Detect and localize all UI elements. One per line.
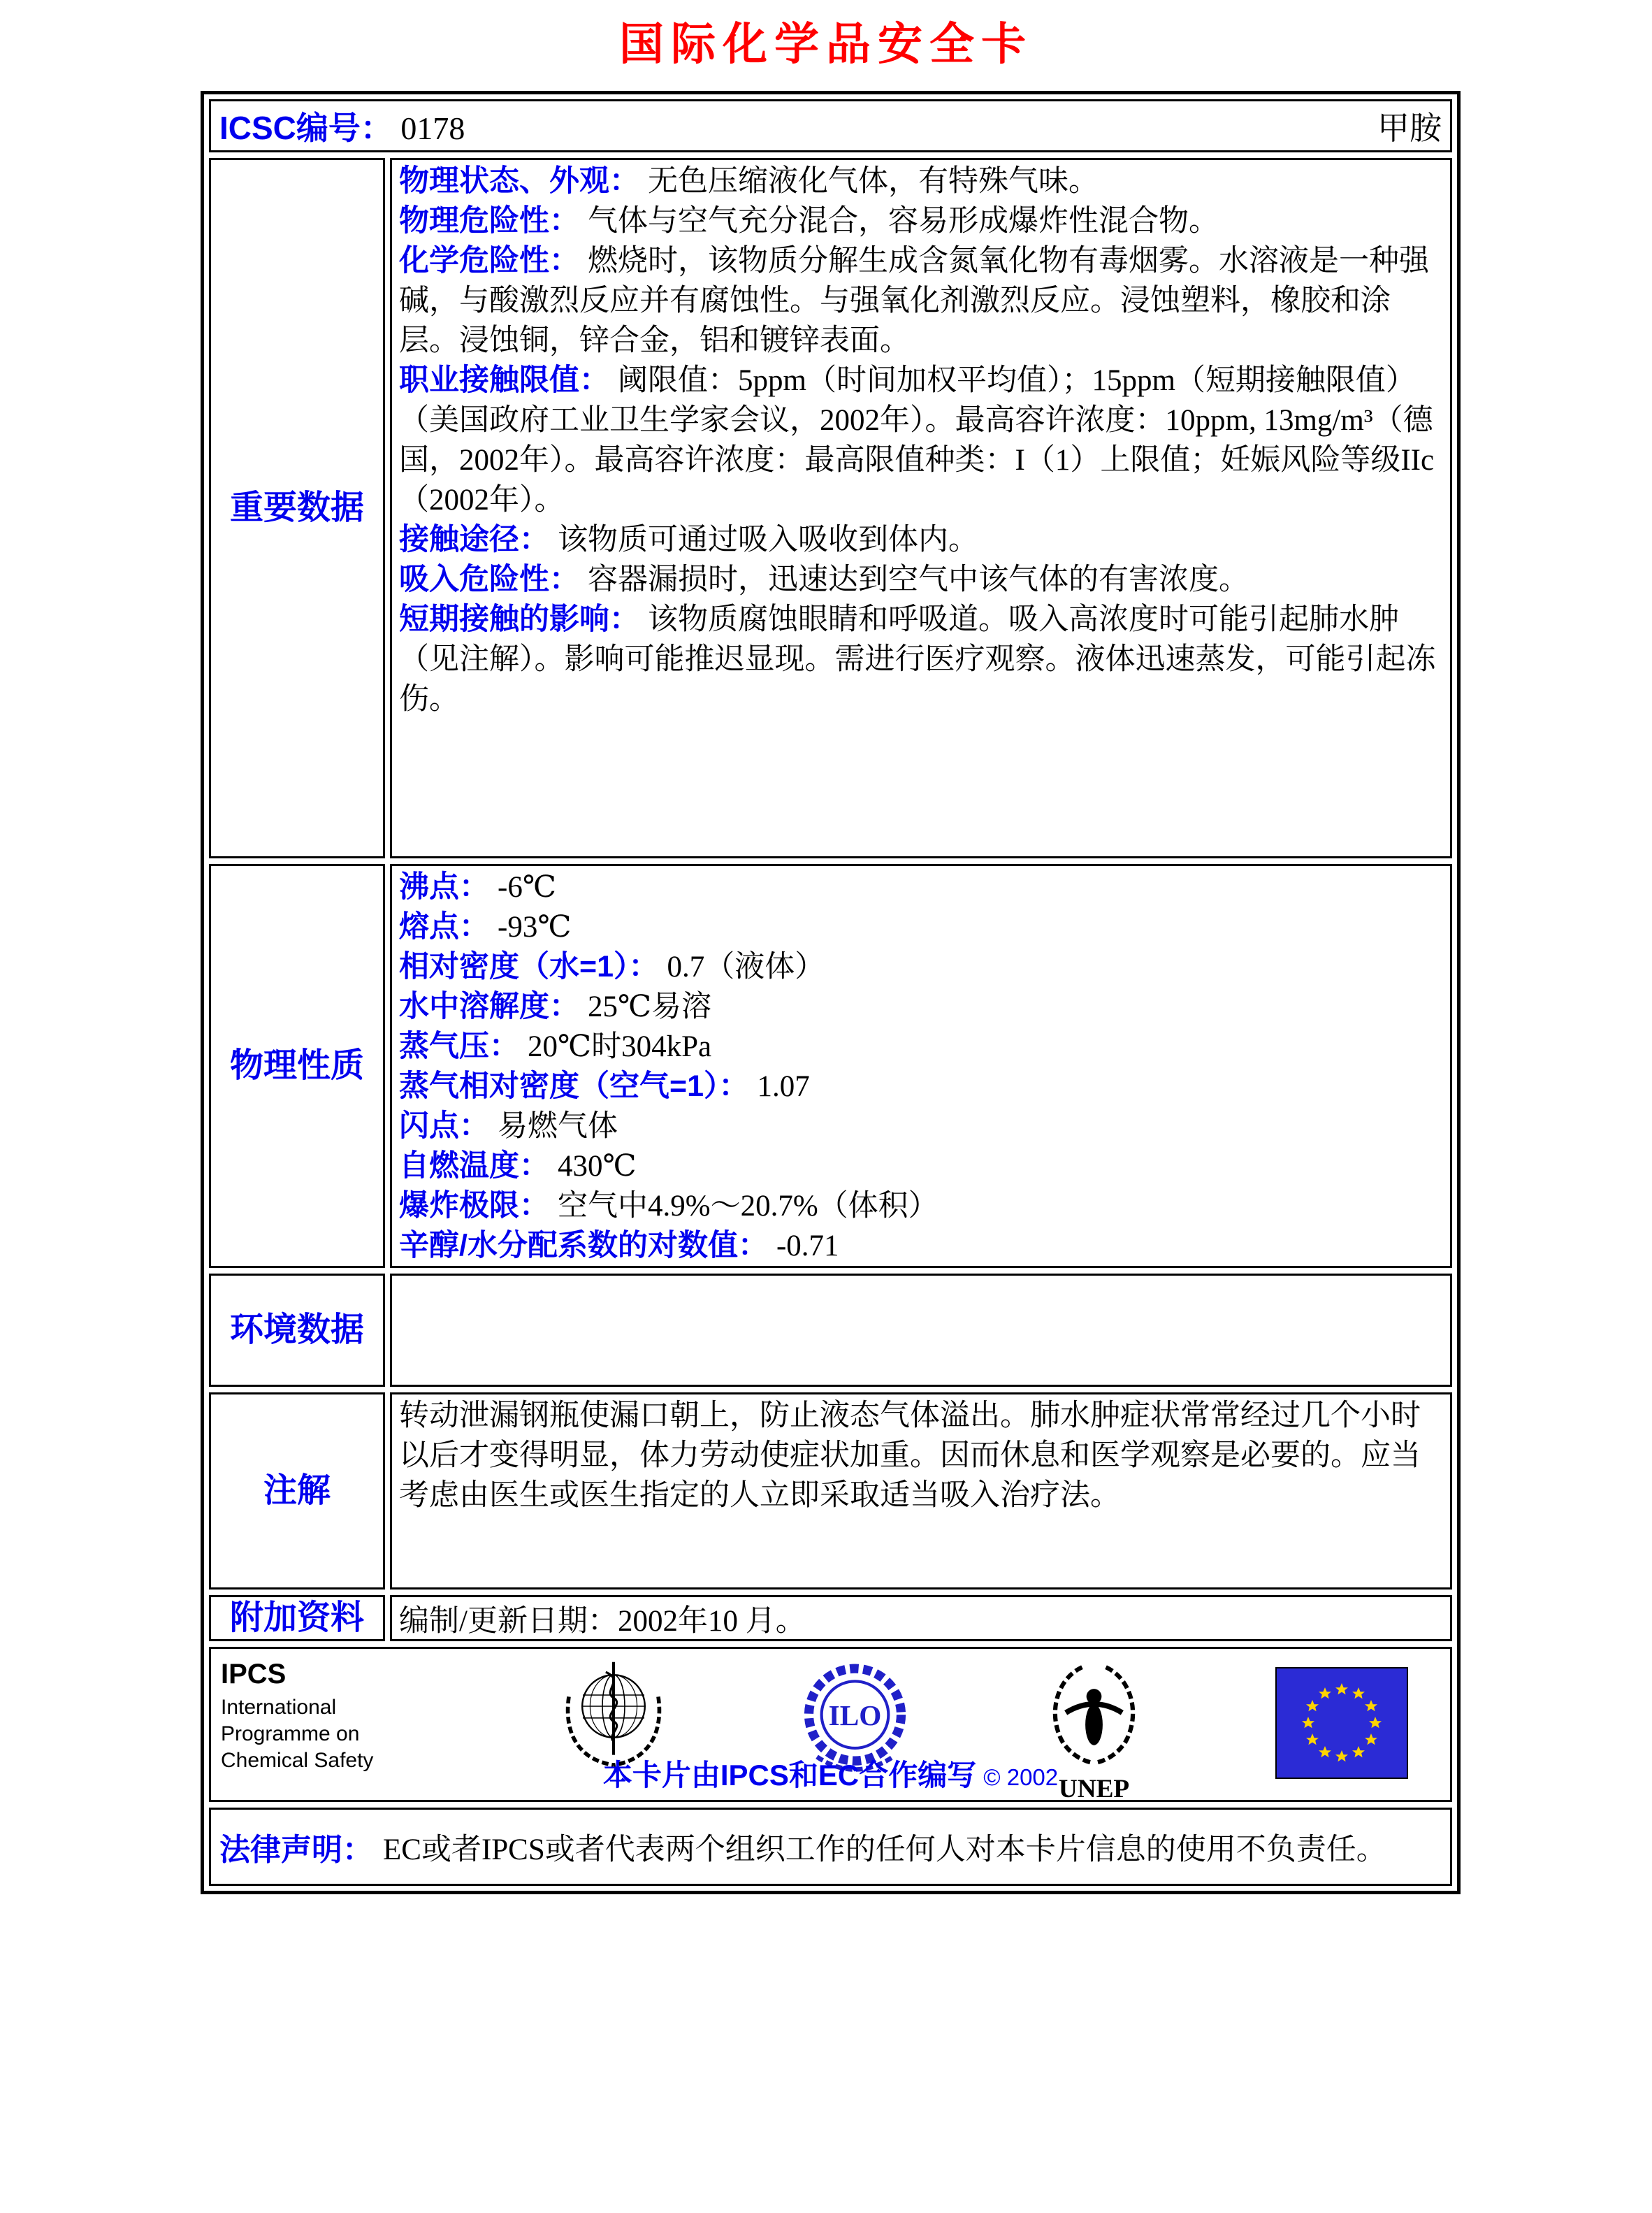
physical-item-water-solubility: 水中溶解度： 25℃易溶 <box>399 990 712 1023</box>
physical-item-boiling-point: 沸点： -6℃ <box>399 870 556 904</box>
additional-info-label-box <box>209 1595 385 1641</box>
icsc-card <box>201 91 1461 1894</box>
important-item-occupational-limits: 职业接触限值： 阈限值：5ppm（时间加权平均值）；15ppm（短期接触限值）（美国政府工业卫生学家会议，2002年）。最高容许浓度：10ppm, 13mg/m³（德国，2002年）。最高容许浓度：最高限值种类：I（1）上限值；妊娠风险等级IIc（2002年）。 <box>399 363 1435 517</box>
row-legal-notice <box>209 1808 1452 1886</box>
important-item-exposure-routes: 接触途径： 该物质可通过吸入吸收到体内。 <box>399 523 978 556</box>
row-physical-properties <box>209 864 1452 1268</box>
physical-item-octanol-water: 辛醇/水分配系数的对数值： -0.71 <box>399 1229 839 1262</box>
notes-text: 转动泄漏钢瓶使漏口朝上，防止液态气体溢出。肺水肿症状常常经过几个小时以后才变得明显，体力劳动使症状加重。因而休息和医学观察是必要的。应当考虑由医生或医生指定的人立即采取适当吸入治疗法。 <box>399 1399 1421 1512</box>
additional-info-title: 附加资料 <box>229 1599 364 1637</box>
ipcs-title: IPCS <box>221 1659 287 1689</box>
physical-item-autoignition-temp: 自燃温度： 430℃ <box>399 1149 637 1183</box>
footer-caption-text: 本卡片由IPCS和EC合作编写 <box>602 1759 977 1792</box>
important-item-chemical-danger: 化学危险性： 燃烧时，该物质分解生成含氮氧化物有毒烟雾。水溶液是一种强碱，与酸激烈反应并有腐蚀性。与强氧化剂激烈反应。浸蚀塑料，橡胶和涂层。浸蚀铜，锌合金，铝和镀锌表面。 <box>399 244 1429 357</box>
header-box <box>209 99 1452 152</box>
legal-notice-label: 法律声明： <box>219 1833 373 1867</box>
physical-item-flash-point: 闪点： 易燃气体 <box>399 1109 618 1143</box>
footer-copyright: © 2002 <box>983 1764 1059 1790</box>
important-data-label-box <box>209 158 385 858</box>
row-additional-info <box>209 1595 1452 1641</box>
footer-caption <box>211 1752 1450 1794</box>
chemical-name: 甲胺 <box>1377 110 1442 146</box>
row-header <box>209 99 1452 152</box>
row-environmental-data <box>209 1274 1452 1387</box>
notes-label-box <box>209 1392 385 1590</box>
notes-content <box>390 1392 1452 1590</box>
page-title: 国际化学品安全卡 <box>619 19 1033 69</box>
physical-item-relative-density: 相对密度（水=1）： 0.7（液体） <box>399 950 825 983</box>
legal-notice-box <box>209 1808 1452 1886</box>
icsc-number-group <box>219 103 465 149</box>
physical-properties-title: 物理性质 <box>229 1047 364 1085</box>
physical-properties-content <box>390 864 1452 1268</box>
unep-logo-text: UNEP <box>1058 1775 1129 1804</box>
important-item-physical-state: 物理状态、外观： 无色压缩液化气体，有特殊气味。 <box>399 164 1099 198</box>
legal-notice-text: EC或者IPCS或者代表两个组织工作的任何人对本卡片信息的使用不负责任。 <box>383 1833 1386 1866</box>
ipcs-text-block: IPCS International Programme on Chemical Safety <box>221 1659 430 1774</box>
ilo-logo-text: ILO <box>828 1699 881 1731</box>
icsc-number-label: ICSC编号： <box>219 110 393 146</box>
physical-item-melting-point: 熔点： -93℃ <box>399 910 572 944</box>
row-logos <box>209 1647 1452 1802</box>
additional-info-text: 编制/更新日期：2002年10 月。 <box>399 1604 806 1638</box>
important-item-inhalation-risk: 吸入危险性： 容器漏损时，迅速达到空气中该气体的有害浓度。 <box>399 563 1249 596</box>
physical-item-vapor-pressure: 蒸气压： 20℃时304kPa <box>399 1030 712 1063</box>
important-item-short-term-effects: 短期接触的影响： 该物质腐蚀眼睛和呼吸道。吸入高浓度时可能引起肺水肿（见注解）。影响可能推迟显现。需进行医疗观察。液体迅速蒸发，可能引起冻伤。 <box>399 603 1436 716</box>
important-item-physical-danger: 物理危险性： 气体与空气充分混合，容易形成爆炸性混合物。 <box>399 204 1219 238</box>
logos-box <box>209 1647 1452 1802</box>
environmental-data-label-box <box>209 1274 385 1387</box>
physical-properties-label-box <box>209 864 385 1268</box>
environmental-data-content <box>390 1274 1452 1387</box>
row-notes <box>209 1392 1452 1590</box>
important-data-content <box>390 158 1452 858</box>
icsc-number-value: 0178 <box>400 110 465 146</box>
additional-info-content <box>390 1595 1452 1641</box>
physical-item-explosive-limits: 爆炸极限： 空气中4.9%～20.7%（体积） <box>399 1189 939 1223</box>
row-important-data <box>209 158 1452 858</box>
environmental-data-title: 环境数据 <box>229 1311 364 1349</box>
important-data-title: 重要数据 <box>229 489 364 527</box>
physical-item-vapor-density: 蒸气相对密度（空气=1）： 1.07 <box>399 1069 810 1103</box>
notes-title: 注解 <box>263 1472 331 1510</box>
